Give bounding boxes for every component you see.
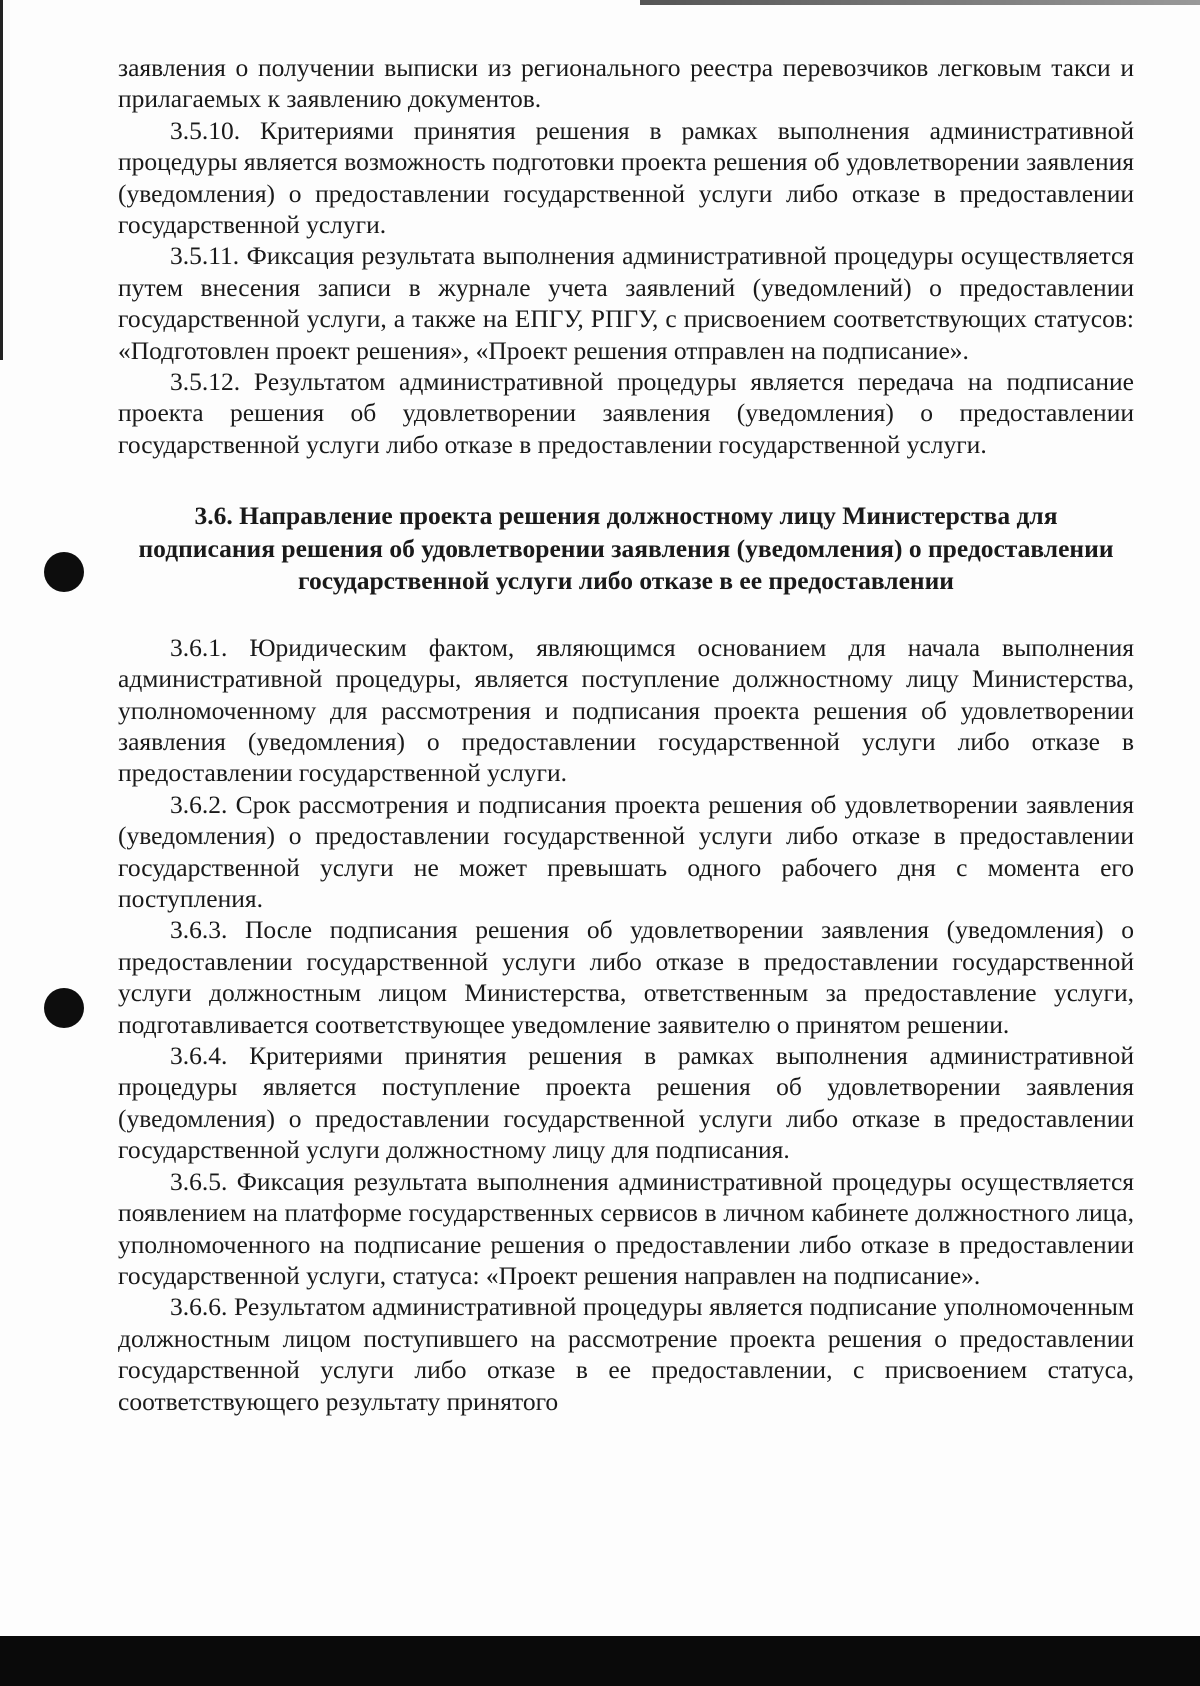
scan-edge-left xyxy=(0,0,3,360)
paragraph-3-6-5: 3.6.5. Фиксация результата выполнения административной процедуры осуществляется появлением на платформе государственных сервисов в личном кабинете должностного лица, уполномоченного на подписание решения о предоставлении либо отказе в предоставлении государственной услуги, статуса: «Проект решения направлен на подписание». xyxy=(118,1166,1134,1290)
paragraph-3-5-10: 3.5.10. Критериями принятия решения в рамках выполнения административной процедуры является возможность подготовки проекта решения об удовлетворении заявления (уведомления) о предоставлении государственной услуги либо отказе в предоставлении государственной услуги. xyxy=(118,115,1134,240)
paragraph-3-5-12: 3.5.12. Результатом административной процедуры является передача на подписание проекта решения об удовлетворении заявления (уведомления) о предоставлении государственной услуги либо отказе в предоставлении государственной услуги. xyxy=(118,367,1134,459)
paragraph-3-6-4: 3.6.4. Критериями принятия решения в рамках выполнения административной процедуры является поступление проекта решения об удовлетворении заявления (уведомления) о предоставлении государственной услуги либо отказе в предоставлении государственной услуги должностному лицу для подписания. xyxy=(118,1041,1134,1165)
section-heading-3-6: 3.6. Направление проекта решения должностному лицу Министерства для подписания решения об удовлетворении заявления (уведомления) о предоставлении государственной услуги либо отказе в ее предоставлении xyxy=(138,501,1114,596)
scan-bottom-border xyxy=(0,1636,1200,1686)
paragraph-3-6-6: 3.6.6. Результатом административной процедуры является подписание уполномоченным должностным лицом поступившего на рассмотрение проекта решения о предоставлении государственной услуги либо отказе в ее предоставлении, с присвоением статуса, соответствующего результату принятого xyxy=(118,1292,1134,1416)
paragraph-3-5-11: 3.5.11. Фиксация результата выполнения административной процедуры осуществляется путем внесения записи в журнале учета заявлений (уведомлений) о предоставлении государственной услуги, а также на ЕПГУ, РПГУ, с присвоением соответствующих статусов: «Подготовлен проект решения», «Проект решения отправлен на подписание». xyxy=(118,241,1134,365)
punch-hole xyxy=(44,988,84,1028)
scan-edge-top xyxy=(640,0,1200,5)
paragraph-3-6-1: 3.6.1. Юридическим фактом, являющимся основанием для начала выполнения административной процедуры, является поступление должностному лицу Министерства, уполномоченному для рассмотрения и подписания проекта решения об удовлетворении заявления (уведомления) о предоставлении государственной услуги либо отказе в предоставлении государственной услуги. xyxy=(118,632,1134,788)
paragraph-3-6-2: 3.6.2. Срок рассмотрения и подписания проекта решения об удовлетворении заявления (уведомления) о предоставлении государственной услуги либо отказе в предоставлении государственной услуги не может превышать одного рабочего дня с момента его поступления. xyxy=(118,789,1134,914)
paragraph-3-6-3: 3.6.3. После подписания решения об удовлетворении заявления (уведомления) о предоставлении государственной услуги либо отказе в предоставлении государственной услуги должностным лицом Министерства, ответственным за предоставление услуги, подготавливается соответствующее уведомление заявителю о принятом решении. xyxy=(118,915,1134,1039)
punch-hole xyxy=(44,552,84,592)
paragraph-continued: заявления о получении выписки из регионального реестра перевозчиков легковым такси и прилагаемых к заявлению документов. xyxy=(118,53,1134,114)
document-body xyxy=(118,52,1134,1417)
